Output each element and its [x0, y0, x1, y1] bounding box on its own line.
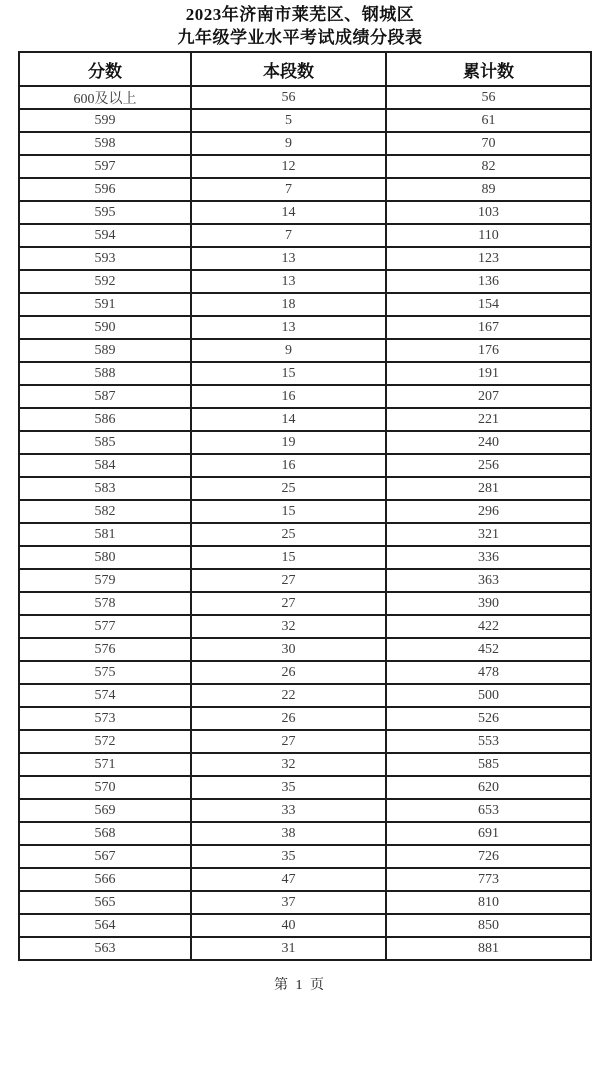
cumulative-count-cell: 653 [386, 799, 591, 822]
cumulative-count-cell: 422 [386, 615, 591, 638]
table-row [19, 914, 591, 937]
score-cell: 582 [19, 500, 191, 523]
score-cell: 577 [19, 615, 191, 638]
segment-count-cell: 26 [191, 707, 386, 730]
segment-count-cell: 32 [191, 753, 386, 776]
table-row [19, 868, 591, 891]
segment-count-cell: 5 [191, 109, 386, 132]
table-row [19, 408, 591, 431]
segment-count-cell: 13 [191, 247, 386, 270]
score-cell: 566 [19, 868, 191, 891]
table-row [19, 132, 591, 155]
table-row [19, 385, 591, 408]
score-distribution-table [18, 51, 592, 961]
score-cell: 592 [19, 270, 191, 293]
segment-count-cell: 40 [191, 914, 386, 937]
score-cell: 564 [19, 914, 191, 937]
score-cell: 576 [19, 638, 191, 661]
table-row [19, 293, 591, 316]
table-row [19, 477, 591, 500]
cumulative-count-cell: 240 [386, 431, 591, 454]
cumulative-count-cell: 296 [386, 500, 591, 523]
cumulative-count-cell: 726 [386, 845, 591, 868]
table-row [19, 362, 591, 385]
score-cell: 579 [19, 569, 191, 592]
score-cell: 600及以上 [19, 86, 191, 109]
cumulative-count-cell: 620 [386, 776, 591, 799]
table-row [19, 661, 591, 684]
segment-count-cell: 9 [191, 339, 386, 362]
segment-count-cell: 7 [191, 178, 386, 201]
header-segment-count: 本段数 [191, 52, 386, 86]
score-cell: 597 [19, 155, 191, 178]
segment-count-cell: 35 [191, 845, 386, 868]
score-table-body [19, 86, 591, 960]
table-row [19, 247, 591, 270]
score-cell: 599 [19, 109, 191, 132]
score-cell: 580 [19, 546, 191, 569]
table-row [19, 431, 591, 454]
table-row [19, 201, 591, 224]
score-cell: 573 [19, 707, 191, 730]
document-title [0, 0, 600, 49]
header-cumulative-count: 累计数 [386, 52, 591, 86]
cumulative-count-cell: 61 [386, 109, 591, 132]
segment-count-cell: 22 [191, 684, 386, 707]
table-row [19, 592, 591, 615]
table-row [19, 523, 591, 546]
cumulative-count-cell: 207 [386, 385, 591, 408]
score-cell: 596 [19, 178, 191, 201]
score-cell: 591 [19, 293, 191, 316]
cumulative-count-cell: 810 [386, 891, 591, 914]
cumulative-count-cell: 176 [386, 339, 591, 362]
segment-count-cell: 37 [191, 891, 386, 914]
table-row [19, 638, 591, 661]
cumulative-count-cell: 89 [386, 178, 591, 201]
segment-count-cell: 27 [191, 730, 386, 753]
cumulative-count-cell: 123 [386, 247, 591, 270]
score-cell: 587 [19, 385, 191, 408]
cumulative-count-cell: 881 [386, 937, 591, 960]
cumulative-count-cell: 191 [386, 362, 591, 385]
cumulative-count-cell: 221 [386, 408, 591, 431]
table-row [19, 684, 591, 707]
segment-count-cell: 13 [191, 316, 386, 339]
segment-count-cell: 25 [191, 523, 386, 546]
table-row [19, 109, 591, 132]
cumulative-count-cell: 390 [386, 592, 591, 615]
segment-count-cell: 9 [191, 132, 386, 155]
score-cell: 571 [19, 753, 191, 776]
cumulative-count-cell: 478 [386, 661, 591, 684]
score-cell: 569 [19, 799, 191, 822]
score-cell: 565 [19, 891, 191, 914]
table-row [19, 155, 591, 178]
cumulative-count-cell: 850 [386, 914, 591, 937]
title-line-2: 九年级学业水平考试成绩分段表 [177, 28, 423, 47]
cumulative-count-cell: 82 [386, 155, 591, 178]
table-row [19, 546, 591, 569]
score-cell: 585 [19, 431, 191, 454]
score-cell: 593 [19, 247, 191, 270]
cumulative-count-cell: 526 [386, 707, 591, 730]
table-row [19, 753, 591, 776]
table-row [19, 937, 591, 960]
segment-count-cell: 25 [191, 477, 386, 500]
cumulative-count-cell: 363 [386, 569, 591, 592]
score-cell: 594 [19, 224, 191, 247]
score-cell: 586 [19, 408, 191, 431]
cumulative-count-cell: 167 [386, 316, 591, 339]
score-cell: 598 [19, 132, 191, 155]
segment-count-cell: 26 [191, 661, 386, 684]
segment-count-cell: 19 [191, 431, 386, 454]
score-cell: 584 [19, 454, 191, 477]
score-cell: 572 [19, 730, 191, 753]
cumulative-count-cell: 585 [386, 753, 591, 776]
score-cell: 563 [19, 937, 191, 960]
segment-count-cell: 27 [191, 592, 386, 615]
table-row [19, 891, 591, 914]
segment-count-cell: 32 [191, 615, 386, 638]
segment-count-cell: 14 [191, 408, 386, 431]
table-row [19, 500, 591, 523]
cumulative-count-cell: 452 [386, 638, 591, 661]
table-row [19, 224, 591, 247]
table-row [19, 86, 591, 109]
title-line-1: 2023年济南市莱芜区、钢城区 [185, 5, 415, 24]
table-row [19, 339, 591, 362]
score-cell: 583 [19, 477, 191, 500]
segment-count-cell: 16 [191, 454, 386, 477]
segment-count-cell: 16 [191, 385, 386, 408]
cumulative-count-cell: 136 [386, 270, 591, 293]
cumulative-count-cell: 336 [386, 546, 591, 569]
table-row [19, 799, 591, 822]
score-cell: 590 [19, 316, 191, 339]
score-cell: 578 [19, 592, 191, 615]
segment-count-cell: 30 [191, 638, 386, 661]
cumulative-count-cell: 103 [386, 201, 591, 224]
segment-count-cell: 15 [191, 500, 386, 523]
score-cell: 567 [19, 845, 191, 868]
table-row [19, 822, 591, 845]
cumulative-count-cell: 773 [386, 868, 591, 891]
score-cell: 595 [19, 201, 191, 224]
segment-count-cell: 38 [191, 822, 386, 845]
cumulative-count-cell: 281 [386, 477, 591, 500]
score-cell: 574 [19, 684, 191, 707]
segment-count-cell: 15 [191, 546, 386, 569]
segment-count-cell: 13 [191, 270, 386, 293]
table-row [19, 178, 591, 201]
segment-count-cell: 56 [191, 86, 386, 109]
segment-count-cell: 33 [191, 799, 386, 822]
segment-count-cell: 7 [191, 224, 386, 247]
cumulative-count-cell: 256 [386, 454, 591, 477]
table-row [19, 845, 591, 868]
page-number-footer: 第 1 页 [274, 978, 326, 993]
cumulative-count-cell: 56 [386, 86, 591, 109]
score-cell: 568 [19, 822, 191, 845]
segment-count-cell: 12 [191, 155, 386, 178]
cumulative-count-cell: 154 [386, 293, 591, 316]
segment-count-cell: 18 [191, 293, 386, 316]
table-row [19, 707, 591, 730]
cumulative-count-cell: 691 [386, 822, 591, 845]
cumulative-count-cell: 321 [386, 523, 591, 546]
segment-count-cell: 35 [191, 776, 386, 799]
table-header [19, 52, 591, 86]
score-cell: 570 [19, 776, 191, 799]
segment-count-cell: 31 [191, 937, 386, 960]
header-row [19, 52, 591, 86]
table-row [19, 776, 591, 799]
cumulative-count-cell: 500 [386, 684, 591, 707]
segment-count-cell: 27 [191, 569, 386, 592]
cumulative-count-cell: 70 [386, 132, 591, 155]
segment-count-cell: 15 [191, 362, 386, 385]
table-row [19, 615, 591, 638]
segment-count-cell: 47 [191, 868, 386, 891]
table-row [19, 569, 591, 592]
table-row [19, 316, 591, 339]
table-row [19, 270, 591, 293]
header-score: 分数 [19, 52, 191, 86]
segment-count-cell: 14 [191, 201, 386, 224]
score-cell: 575 [19, 661, 191, 684]
table-row [19, 730, 591, 753]
score-cell: 588 [19, 362, 191, 385]
score-cell: 581 [19, 523, 191, 546]
cumulative-count-cell: 553 [386, 730, 591, 753]
cumulative-count-cell: 110 [386, 224, 591, 247]
table-row [19, 454, 591, 477]
score-cell: 589 [19, 339, 191, 362]
